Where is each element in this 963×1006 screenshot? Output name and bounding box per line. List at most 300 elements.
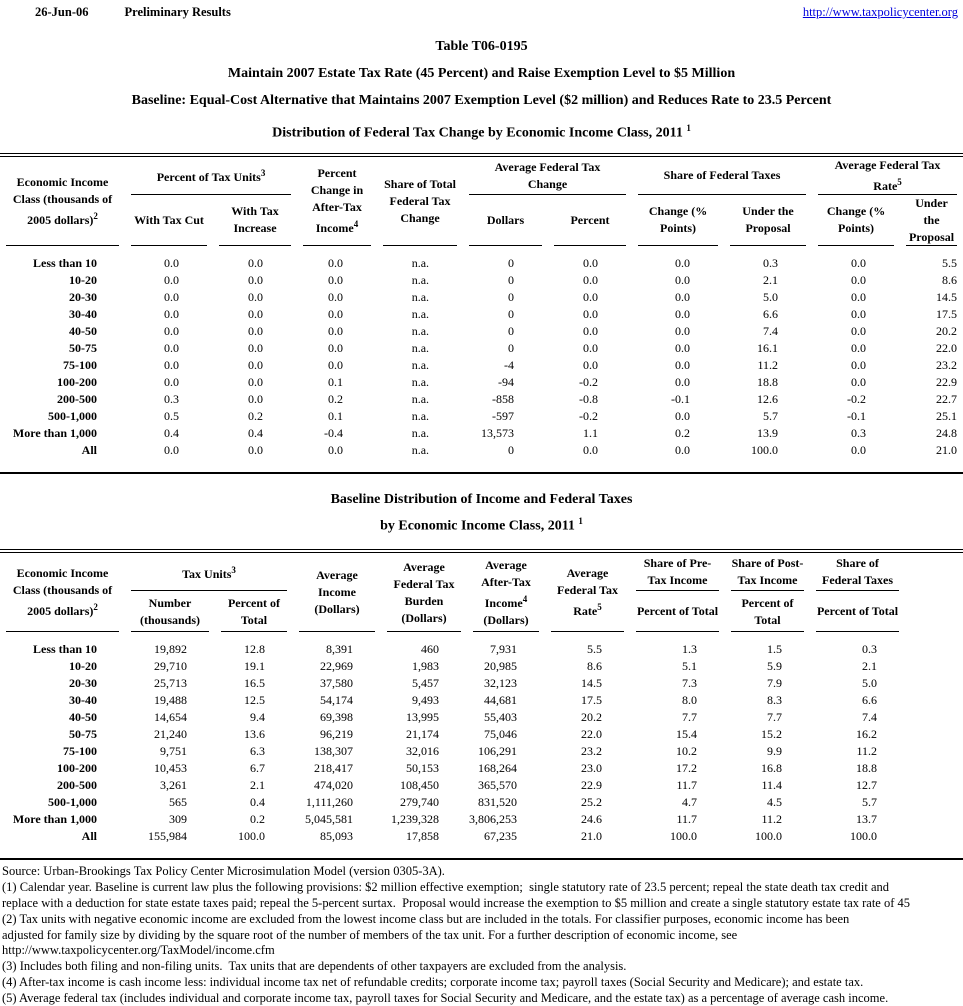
cell: 0.0 [164, 289, 179, 304]
table-row [0, 408, 963, 425]
site-url-link[interactable]: http://www.taxpolicycenter.org [802, 5, 958, 19]
cell: 0.0 [675, 374, 691, 389]
cell: 96,219 [320, 727, 353, 742]
cell: 16.5 [244, 676, 265, 691]
cell: 1.5 [767, 642, 782, 657]
group-header-percent-tax-units: Percent of Tax Units$^3$ [125, 155, 297, 195]
cell: 0.0 [583, 306, 599, 321]
cell: 18.8 [856, 761, 877, 776]
baseline-title-line2: by Economic Income Class, 2011 $^1$ [380, 515, 583, 534]
cell: 106,291 [478, 744, 517, 759]
cell: 279,740 [400, 795, 439, 810]
cell: 37,580 [320, 676, 353, 691]
cell: 5,457 [412, 676, 439, 691]
table-row [0, 306, 963, 323]
col-header-income-class: Economic Income Class (thousands of 2005 dollars)$^2$ [0, 551, 125, 632]
cell: 100.0 [751, 442, 779, 457]
cell: 0.0 [248, 289, 264, 304]
cell: 0 [508, 255, 515, 270]
cell: 69,398 [320, 710, 353, 725]
cell: 25.2 [581, 795, 602, 810]
cell: 16.8 [761, 761, 782, 776]
col-header-percent-of-total-fedtax: Percent of Total [810, 591, 905, 632]
cell: 16.1 [757, 340, 779, 355]
cell: n.a. [411, 374, 430, 389]
row-label: 30-40 [69, 693, 97, 708]
table-row [0, 709, 963, 726]
footnote-source: Source: Urban-Brookings Tax Policy Center Microsimulation Model (version 0305-3A). [2, 864, 445, 879]
row-label: 10-20 [69, 659, 97, 674]
cell: 0.2 [675, 425, 691, 440]
cell: 155,984 [148, 829, 187, 844]
cell: 50,153 [406, 761, 439, 776]
cell: 5.5 [942, 255, 958, 270]
row-label: 10-20 [69, 272, 97, 287]
cell: 10.2 [676, 744, 697, 759]
cell: 5.7 [862, 795, 877, 810]
footnote-3: (3) Includes both filing and non-filing units. Tax units that are dependents of other taxpayers are excluded from the analysis. [2, 959, 627, 974]
cell: 460 [421, 642, 439, 657]
footnote-1: (1) Calendar year. Baseline is current law plus the following provisions: $2 million effective exemption; single statutory rate of 23.5 percent; repeal the state death tax credit and [2, 880, 889, 895]
col-header-rate-change-points: Change (% Points) [812, 195, 900, 246]
cell: 2.1 [862, 659, 877, 674]
row-label: 500-1,000 [48, 408, 97, 423]
cell: n.a. [411, 408, 430, 423]
cell: 24.6 [581, 812, 602, 827]
cell: 0.0 [328, 272, 344, 287]
cell: 4.7 [682, 795, 697, 810]
cell: 13.6 [244, 727, 265, 742]
group-header-avg-federal-tax-rate: Average Federal Tax Rate$^5$ [812, 155, 963, 195]
group-header-share-federal-taxes: Share of Federal Taxes [632, 155, 812, 195]
cell: -0.1 [847, 408, 867, 423]
cell: 19,488 [154, 693, 187, 708]
table-row [0, 246, 963, 272]
cell: 100.0 [238, 829, 265, 844]
cell: 0.0 [583, 340, 599, 355]
row-label: 50-75 [69, 340, 97, 355]
cell: 0.0 [164, 340, 179, 355]
cell [905, 794, 963, 811]
cell: 23.0 [581, 761, 602, 776]
cell: 0.0 [583, 357, 599, 372]
cell: 0.0 [583, 442, 599, 457]
row-label: 40-50 [69, 323, 97, 338]
cell: 25,713 [154, 676, 187, 691]
cell: n.a. [411, 289, 430, 304]
cell: 0.0 [248, 272, 264, 287]
cell: 0.0 [248, 323, 264, 338]
cell: 0 [508, 442, 515, 457]
footnote-2: (2) Tax units with negative economic income are excluded from the lowest income class but are included in the totals. For classifier purposes, economic income has been [2, 911, 850, 926]
cell: n.a. [411, 306, 430, 321]
cell: n.a. [411, 357, 430, 372]
date-label: 26-Jun-06 [35, 5, 89, 19]
footnote-5: (5) Average federal tax (includes individual and corporate income tax, payroll taxes for Social Security and Medicare, and the estate tax) as a percentage of average cash income. [2, 990, 889, 1005]
cell: 0.4 [250, 795, 265, 810]
cell: -597 [492, 408, 515, 423]
cell: 16.2 [856, 727, 877, 742]
cell: 8,391 [326, 642, 353, 657]
cell: 5,045,581 [305, 812, 353, 827]
spacer-column [905, 551, 963, 632]
status-label: Preliminary Results [124, 5, 231, 19]
row-label: 75-100 [63, 744, 97, 759]
cell: 0.0 [675, 340, 691, 355]
cell: 0.0 [675, 306, 691, 321]
cell: 0.5 [164, 408, 179, 423]
cell: -0.4 [324, 425, 344, 440]
cell: 0.3 [164, 391, 179, 406]
cell: 5.7 [763, 408, 779, 423]
footnote-2-url: http://www.taxpolicycenter.org/TaxModel/income.cfm [2, 943, 275, 958]
tax-change-table [0, 153, 963, 474]
cell: 565 [169, 795, 187, 810]
cell: 7.4 [763, 323, 779, 338]
cell: 11.2 [757, 357, 779, 372]
cell: 0.0 [248, 340, 264, 355]
cell: 12.6 [757, 391, 779, 406]
table-row [0, 726, 963, 743]
cell: 0.3 [851, 425, 867, 440]
cell: 0.0 [164, 272, 179, 287]
table-row [0, 289, 963, 306]
cell: 7.7 [767, 710, 782, 725]
footnote-2-cont: adjusted for family size by dividing by the square root of the number of members of the tax unit. For a further description of economic income, see [2, 927, 738, 942]
cell: 19,892 [154, 642, 187, 657]
row-label: Less than 10 [32, 642, 97, 657]
cell: 0.0 [675, 289, 691, 304]
cell: 11.2 [761, 812, 782, 827]
table-row [0, 374, 963, 391]
cell: n.a. [411, 425, 430, 440]
cell: 17.5 [936, 306, 958, 321]
cell: 22.9 [936, 374, 958, 389]
cell: 12.7 [856, 778, 877, 793]
cell: 8.3 [767, 693, 782, 708]
cell: -0.2 [847, 391, 867, 406]
cell: 0.0 [164, 374, 179, 389]
col-header-percent-of-total-pretax: Percent of Total [630, 591, 725, 632]
cell: -4 [504, 357, 515, 372]
table-row [0, 632, 963, 658]
cell: 309 [169, 812, 187, 827]
table-row [0, 794, 963, 811]
cell: 6.3 [250, 744, 265, 759]
cell: 8.6 [942, 272, 958, 287]
baseline-title-line1: Baseline Distribution of Income and Federal Taxes [330, 491, 633, 507]
cell: 0.0 [851, 374, 867, 389]
col-header-dollars: Dollars [463, 195, 548, 246]
row-label: 100-200 [57, 761, 97, 776]
cell: 0.0 [675, 442, 691, 457]
cell: 13.7 [856, 812, 877, 827]
table-row [0, 442, 963, 473]
cell: 7.3 [682, 676, 697, 691]
cell: n.a. [411, 255, 430, 270]
cell [905, 743, 963, 760]
cell: 0.0 [583, 289, 599, 304]
cell: 21,174 [406, 727, 439, 742]
tax-change-table-body [0, 246, 963, 473]
baseline-distribution-table [0, 549, 963, 860]
cell: 0.0 [851, 442, 867, 457]
cell: 11.2 [856, 744, 877, 759]
cell: 474,020 [314, 778, 353, 793]
cell: 3,806,253 [469, 812, 517, 827]
cell: 0.0 [328, 340, 344, 355]
cell: 0.0 [164, 306, 179, 321]
cell: 21.0 [581, 829, 602, 844]
cell: 9.4 [250, 710, 265, 725]
col-header-rate-under-proposal: Under the Proposal [900, 195, 963, 246]
cell: 2.1 [763, 272, 779, 287]
cell: 0.0 [675, 357, 691, 372]
cell: 20.2 [581, 710, 602, 725]
table-row [0, 777, 963, 794]
cell: 0 [508, 306, 515, 321]
cell: 0.0 [851, 340, 867, 355]
cell: 0.0 [328, 357, 344, 372]
cell: 6.6 [763, 306, 779, 321]
cell: 7,931 [490, 642, 517, 657]
cell: 32,123 [484, 676, 517, 691]
cell: n.a. [411, 391, 430, 406]
title-distribution: Distribution of Federal Tax Change by Economic Income Class, 2011 $^1$ [272, 123, 691, 141]
cell: 0.0 [328, 289, 344, 304]
col-header-share-total-change: Share of Total Federal Tax Change [377, 155, 463, 246]
footnote-1-cont: replace with a deduction for state estate taxes paid; repeal the 5-percent surtax. Proposal would increase the exemption to $5 million and create a single statutory estate tax rate of 45 [2, 895, 911, 910]
cell: 5.1 [682, 659, 697, 674]
cell: 11.7 [676, 812, 697, 827]
cell: 29,710 [154, 659, 187, 674]
title-block [0, 39, 963, 142]
row-label: 200-500 [57, 391, 97, 406]
cell: 0.4 [248, 425, 264, 440]
cell: 0 [508, 323, 515, 338]
cell: 21,240 [154, 727, 187, 742]
cell: 0.3 [763, 255, 779, 270]
cell: 22.9 [581, 778, 602, 793]
cell [905, 828, 963, 859]
cell: 0.0 [248, 442, 264, 457]
col-header-percent-of-total-units: Percent of Total [215, 591, 293, 632]
col-header-change-points: Change (% Points) [632, 195, 724, 246]
cell: 12.8 [244, 642, 265, 657]
row-label: 30-40 [69, 306, 97, 321]
col-header-number-thousands: Number (thousands) [125, 591, 215, 632]
cell: 32,016 [406, 744, 439, 759]
col-header-pct-change-after-tax-income: Percent Change in After-Tax Income$^4$ [297, 155, 377, 246]
cell [905, 675, 963, 692]
cell: 0.0 [248, 374, 264, 389]
cell [905, 726, 963, 743]
cell [905, 692, 963, 709]
cell: 6.6 [862, 693, 877, 708]
cell: 0.0 [851, 357, 867, 372]
cell: 12.5 [244, 693, 265, 708]
cell: 1,111,260 [305, 795, 353, 810]
cell: 168,264 [478, 761, 517, 776]
cell: 22.0 [581, 727, 602, 742]
cell: 0.1 [328, 374, 344, 389]
col-header-average-after-tax-income: Average After-Tax Income$^4$ (Dollars) [467, 551, 545, 632]
col-header-average-federal-tax-rate: Average Federal Tax Rate$^5$ [545, 551, 630, 632]
cell: 13,573 [481, 425, 515, 440]
cell: 5.5 [587, 642, 602, 657]
cell: 22,969 [320, 659, 353, 674]
cell: 0.0 [164, 255, 179, 270]
cell [905, 658, 963, 675]
cell: 0.0 [328, 306, 344, 321]
cell: 4.5 [767, 795, 782, 810]
cell: 5.0 [862, 676, 877, 691]
cell: 11.4 [761, 778, 782, 793]
cell [905, 811, 963, 828]
cell: 100.0 [670, 829, 697, 844]
cell: 0.0 [164, 323, 179, 338]
cell: 85,093 [320, 829, 353, 844]
cell: 831,520 [478, 795, 517, 810]
cell: 13,995 [406, 710, 439, 725]
cell: 17.5 [581, 693, 602, 708]
cell: 138,307 [314, 744, 353, 759]
cell: 0.0 [328, 255, 344, 270]
baseline-table-body [0, 632, 963, 859]
cell: 22.7 [936, 391, 958, 406]
col-header-with-tax-increase: With Tax Increase [213, 195, 297, 246]
cell: 23.2 [581, 744, 602, 759]
cell: 0.0 [851, 289, 867, 304]
cell: n.a. [411, 340, 430, 355]
cell: 0.0 [328, 442, 344, 457]
table-row [0, 675, 963, 692]
cell: 9,751 [160, 744, 187, 759]
cell: 100.0 [850, 829, 877, 844]
cell: 0 [508, 340, 515, 355]
row-label: All [81, 829, 97, 844]
cell: 20.2 [936, 323, 958, 338]
cell: 0.0 [675, 255, 691, 270]
row-label: 20-30 [69, 676, 97, 691]
cell: 365,570 [478, 778, 517, 793]
cell: 24.8 [936, 425, 958, 440]
cell: 0.0 [248, 255, 264, 270]
cell: 9,493 [412, 693, 439, 708]
row-label: 20-30 [69, 289, 97, 304]
cell: 7.9 [767, 676, 782, 691]
title-baseline: Baseline: Equal-Cost Alternative that Maintains 2007 Exemption Level ($2 million) and Reduces Rate to 23.5 Percent [131, 93, 832, 108]
cell: 0.2 [248, 408, 264, 423]
cell: 67,235 [484, 829, 517, 844]
cell: 0.0 [675, 323, 691, 338]
table-row [0, 425, 963, 442]
group-header-avg-federal-tax-change: Average Federal Tax Change [463, 155, 632, 195]
row-label: All [81, 442, 97, 457]
cell: 0 [508, 289, 515, 304]
cell: 1,983 [412, 659, 439, 674]
cell [905, 709, 963, 726]
cell: 17,858 [406, 829, 439, 844]
cell: -0.2 [579, 408, 599, 423]
cell: 7.4 [862, 710, 877, 725]
footnote-ref-1: 1 [578, 515, 583, 526]
row-label: 200-500 [57, 778, 97, 793]
cell: 218,417 [314, 761, 353, 776]
col-header-average-federal-tax-burden: Average Federal Tax Burden (Dollars) [381, 551, 467, 632]
table-row [0, 323, 963, 340]
cell: 15.2 [761, 727, 782, 742]
row-label: More than 1,000 [12, 425, 97, 440]
row-label: 500-1,000 [48, 795, 97, 810]
cell: 0.2 [328, 391, 344, 406]
col-header-percent: Percent [548, 195, 632, 246]
cell: 20,985 [484, 659, 517, 674]
table-row [0, 340, 963, 357]
cell: n.a. [411, 323, 430, 338]
page-header [0, 0, 963, 20]
cell: 44,681 [484, 693, 517, 708]
col-header-under-proposal: Under the Proposal [724, 195, 812, 246]
cell: 0.0 [583, 255, 599, 270]
cell: 23.2 [936, 357, 958, 372]
cell: 0.0 [328, 323, 344, 338]
footnote-ref-1: 1 [686, 123, 691, 133]
cell: 0.0 [675, 408, 691, 423]
table-row [0, 658, 963, 675]
cell: 6.7 [250, 761, 265, 776]
cell: 2.1 [250, 778, 265, 793]
cell: 10,453 [154, 761, 187, 776]
cell: 75,046 [484, 727, 517, 742]
cell: 11.7 [676, 778, 697, 793]
cell: 0.0 [164, 442, 179, 457]
cell: 54,174 [320, 693, 353, 708]
cell: 0.3 [862, 642, 877, 657]
cell: 0.0 [248, 391, 264, 406]
cell: 7.7 [682, 710, 697, 725]
cell: 14.5 [581, 676, 602, 691]
table-row [0, 272, 963, 289]
cell: 0.0 [851, 323, 867, 338]
cell: -858 [492, 391, 515, 406]
cell: 14.5 [936, 289, 958, 304]
cell: 19.1 [244, 659, 265, 674]
cell: -94 [498, 374, 515, 389]
footnote-4: (4) After-tax income is cash income less: individual income tax net of refundable credits; corporate income tax; payroll taxes (Social Security and Medicare); and estate tax. [2, 974, 864, 989]
cell: 13.9 [757, 425, 779, 440]
cell: 0 [508, 272, 515, 287]
table-row [0, 357, 963, 374]
cell: 9.9 [767, 744, 782, 759]
cell: 0.2 [250, 812, 265, 827]
cell: 0.0 [583, 272, 599, 287]
cell: 0.1 [328, 408, 344, 423]
cell: -0.8 [579, 391, 599, 406]
cell: 21.0 [936, 442, 958, 457]
cell: 14,654 [154, 710, 187, 725]
cell [905, 632, 963, 658]
cell: 0.0 [851, 255, 867, 270]
table-number: Table T06-0195 [435, 39, 528, 54]
cell: 108,450 [400, 778, 439, 793]
cell: 25.1 [936, 408, 958, 423]
cell: 1.1 [583, 425, 599, 440]
title-proposal: Maintain 2007 Estate Tax Rate (45 Percent) and Raise Exemption Level to $5 Million [227, 66, 736, 81]
group-header-share-federal-taxes: Share of Federal Taxes [810, 551, 905, 591]
cell: 1.3 [682, 642, 697, 657]
row-label: Less than 10 [32, 255, 97, 270]
